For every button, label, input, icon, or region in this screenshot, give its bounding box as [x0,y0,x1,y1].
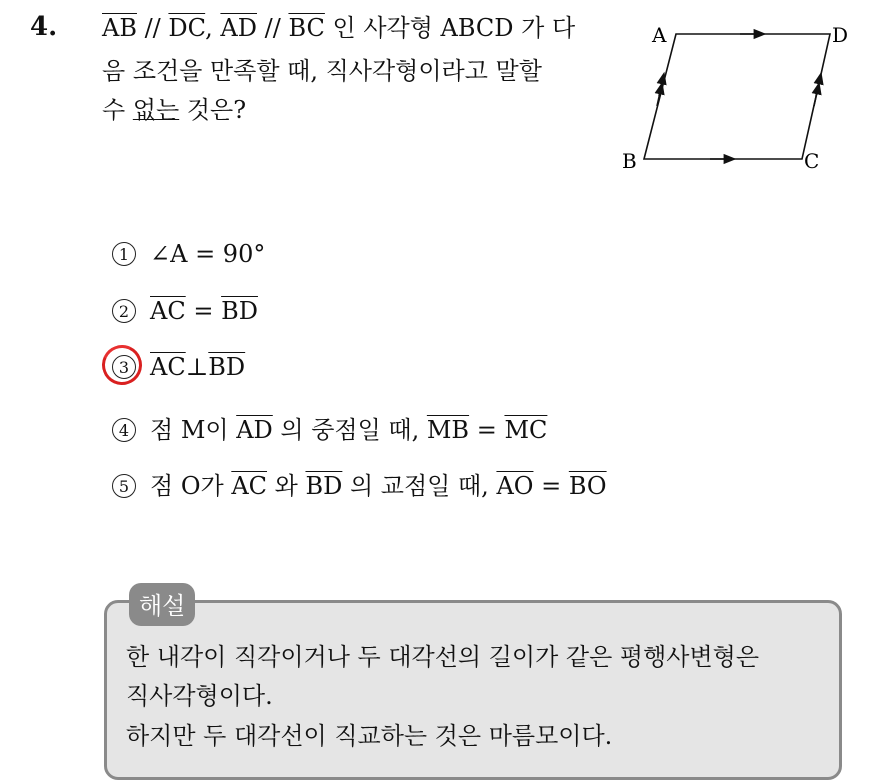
segment-ad: $\overline{AD}$ [220,14,257,42]
question-line-3 [102,90,246,125]
segment-bd: $\overline{BD}$ [208,353,246,381]
question-text: 인 사각형 ABCD 가 다 [324,14,576,42]
segment-ac: $\overline{AC}$ [231,472,268,500]
segment-ad: $\overline{AD}$ [236,416,273,444]
segment-ac: $\overline{AC}$ [150,353,186,381]
option-4[interactable] [112,410,547,445]
option-marker-5: 5 [112,474,136,498]
segment-dc: $\overline{DC}$ [168,14,206,42]
question-text: 수 [102,96,133,124]
question-text: 것은? [179,96,247,124]
segment-ac: $\overline{AC}$ [150,297,186,325]
explanation-line-2: 직사각형이다. [126,682,273,710]
parallel-symbol: // [257,14,289,42]
option-text: 점 O가 [150,472,232,500]
vertex-label-b: B [622,149,637,173]
comma: , [205,14,221,42]
segment-bd: $\overline{BD}$ [221,297,258,325]
question-line-1 [102,8,575,43]
option-1[interactable] [112,240,265,268]
explanation-line-1: 한 내각이 직각이거나 두 대각선의 길이가 같은 평행사변형은 [126,643,760,671]
vertex-label-d: D [832,23,849,47]
explanation-line-3: 하지만 두 대각선이 직교하는 것은 마름모이다. [126,722,613,750]
perpendicular-symbol: ⊥ [185,353,209,381]
option-text: 점 M이 [150,416,237,444]
option-marker-4: 4 [112,418,136,442]
segment-ao: $\overline{AO}$ [496,472,534,500]
segment-bd: $\overline{BD}$ [305,472,343,500]
question-line-2: 음 조건을 만족할 때, 직사각형이라고 말할 [102,57,542,85]
option-marker-3: 3 [112,355,136,379]
vertex-label-a: A [652,23,667,47]
parallel-arrow-right-2 [816,78,820,96]
equals-sign: = [469,416,505,444]
option-text: 의 교점일 때, [342,472,497,500]
parallelogram-shape [644,34,830,159]
option-text: ∠A = 90° [150,240,266,268]
explanation-tag: 해설 [129,583,195,626]
option-text: 와 [267,472,306,500]
segment-bc: $\overline{BC}$ [288,14,325,42]
segment-bo: $\overline{BO}$ [568,472,607,500]
segment-mc: $\overline{MC}$ [504,416,548,444]
option-text: 의 중점일 때, [272,416,427,444]
emphasis-underline: 없는 [132,96,180,124]
option-marker-2: 2 [112,299,136,323]
problem-number: 4. [30,12,58,42]
vertex-label-c: C [804,149,820,173]
option-3[interactable] [112,353,245,381]
segment-mb: $\overline{MB}$ [426,416,470,444]
parallel-symbol: // [136,14,169,42]
equals-sign: = [185,297,222,325]
option-2[interactable] [112,297,258,325]
parallelogram-diagram [620,18,860,178]
option-5[interactable] [112,466,607,501]
equals-sign: = [533,472,569,500]
segment-ab: $\overline{AB}$ [102,14,137,42]
option-marker-1: 1 [112,242,136,266]
